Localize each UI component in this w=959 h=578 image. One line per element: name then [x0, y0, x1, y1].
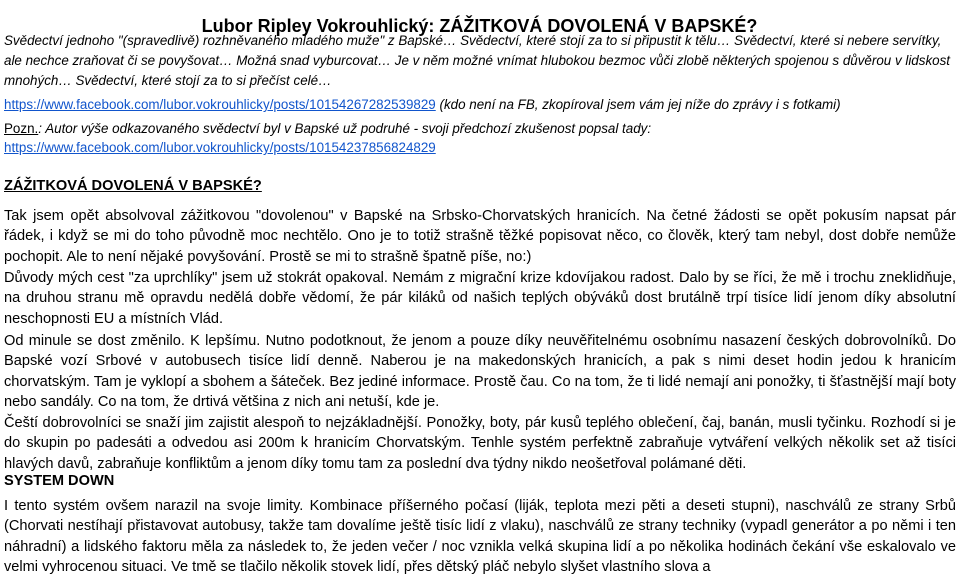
note-text: : Autor výše odkazovaného svědectví byl v Bapské už podruhé - svoji předchozí zkušenost popsal tady:: [38, 121, 652, 136]
paragraph-4: Čeští dobrovolníci se snaží jim zajistit alespoň to nejzákladnější. Ponožky, boty, pár kusů teplého oblečení, čaj, banán, musli tyčinku. Rozhodí si je do skupin po padesáti a odvedou asi 200m k hranicím Chorvatským. Tenhle systém perfektně zabraňuje vytváření velkých několik set až tisíci hlavých davů, zabraňuje konfliktům a jenom díky tomu tam za poslední dva týdny nikdo neošetřoval polámané děti.: [4, 415, 956, 472]
link-line-1: [4, 95, 956, 115]
previous-post-link[interactable]: https://www.facebook.com/lubor.vokrouhlicky/posts/10154237856824829: [4, 140, 436, 155]
link-note: (kdo není na FB, zkopíroval jsem vám jej níže do zprávy i s fotkami): [439, 97, 841, 112]
paragraph-3: Od minule se dost změnilo. K lepšímu. Nutno podotknout, že jenom a pouze díky neuvěřitelnému osobnímu nasazení českých dobrovolníků. Do Bapské vozí Srbové v autobusech tisíce lidí denně. Naberou je na makedonských hranicích, a pak s nimi deset hodin jedou k hranicím chorvatským. Tam je vyklopí a sbohem a šáteček. Bez jediné informace. Prostě čau. Co na tom, že ti lidé nemají ani ponožky, ti šťastnější mají boty nebo sandály. Co na tom, že drtivá většina z nich ani netuší, kde je.: [4, 333, 956, 411]
note-label: Pozn.: [4, 121, 39, 136]
page-title: Lubor Ripley Vokrouhlický: ZÁŽITKOVÁ DOVOLENÁ V BAPSKÉ?: [201, 16, 758, 37]
section-heading-2: SYSTEM DOWN: [4, 473, 115, 489]
paragraph-2: Důvody mých cest "za uprchlíky" jsem už stokrát opakoval. Nemám z migrační krize kdovíjakou radost. Dalo by se říci, že mě i trochu zneklidňuje, na druhou stranu mě opravdu nedělá dobře vědomí, že pár kiláků od našich teplých obýváků dost brutálně trpí tisíce lidí jenom díky absolutní neschopnosti EU a místních Vlád.: [4, 270, 956, 327]
section-heading-1: ZÁŽITKOVÁ DOVOLENÁ V BAPSKÉ?: [4, 178, 262, 194]
paragraph-1: Tak jsem opět absolvoval zážitkovou "dovolenou" v Bapské na Srbsko-Chorvatských hranicích. Na četné žádosti se opět pokusím napsat pár řádek, i když se mi do toho původně moc nechtělo. Ono je to totiž strašně těžké popisovat něco, co člověk, který tam nebyl, dost dobře nemůže pochopit. Ale to není nějaké povyšování. Prostě se mi to strašně špatně píše, no:): [4, 208, 956, 265]
paragraph-5: I tento systém ovšem narazil na svoje limity. Kombinace příšerného počasí (liják, teplota mezi pěti a deseti stupni), naschválů ze strany Srbů (Chorvati nestíhají přistavovat autobusy, takže tam dovalíme ještě tisíc lidí z vlaku), naschválů ze strany techniky (vypadl generátor a po němi i ten náhradní) a lidského faktoru měla za následek to, že jeden večer / noc vznikla velká skupina lidí a po několika hodinách čekání vše eskalovalo ve velmi vyhrocenou situaci. Ve tmě se tlačilo několik stovek lidí, přes dětský pláč nebylo slyšet vlastního slova a: [4, 498, 956, 576]
intro-paragraph: Svědectví jednoho "(spravedlivě) rozhněvaného mladého muže" z Bapské… Svědectví, které stojí za to si připustit k tělu… Svědectví, které si nebere servítky, ale nechce zraňovat či se povyšovat… Možná snad vyburcovat… Je v něm možné vnímat hlubokou bezmoc vůči zlobě některých spojenou s důvěrou v lidskost mnohých… Svědectví, které stojí za to si přečíst celé…: [4, 33, 951, 88]
facebook-post-link[interactable]: https://www.facebook.com/lubor.vokrouhlicky/posts/10154267282539829: [4, 97, 436, 112]
author-note: [4, 119, 956, 157]
